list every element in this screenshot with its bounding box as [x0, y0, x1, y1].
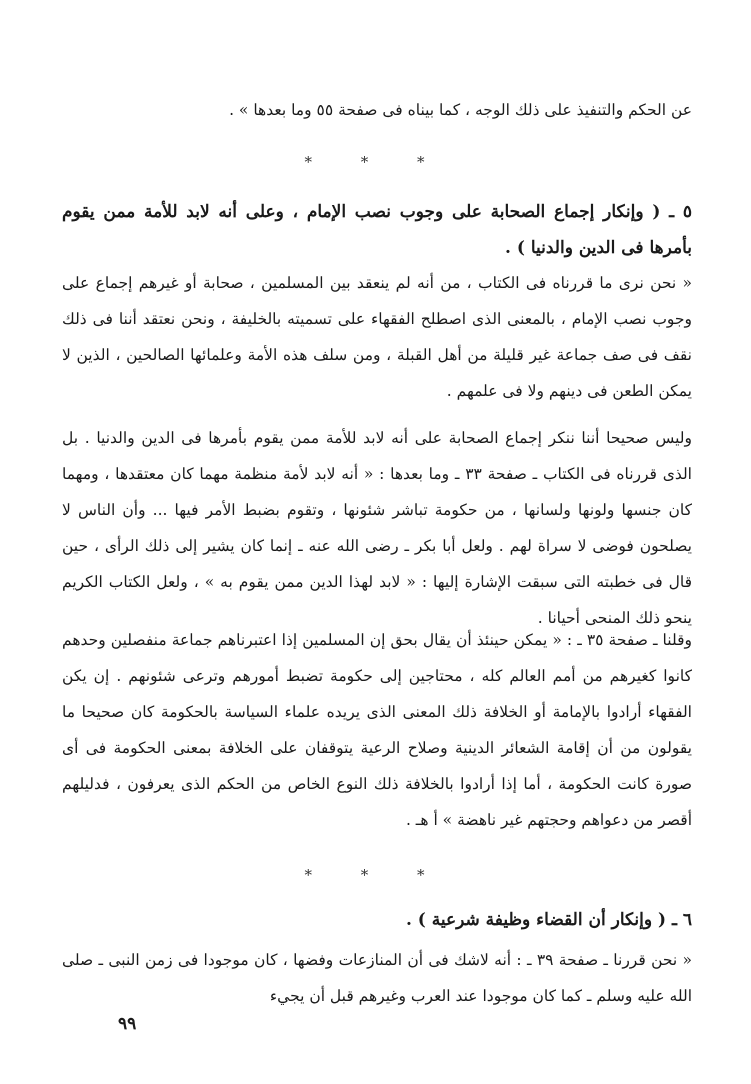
- section-6-quote: « نحن قررنا ـ صفحة ٣٩ ـ : أنه لاشك فى أن المنازعات وفضها ، كان موجودا فى زمن النبى ـ صلى الله عليه وسلم ـ كما كان موجودا عند العرب وغيرهم قبل أن يجيء: [62, 951, 692, 1005]
- section-5-paragraph-2: وليس صحيحا أننا ننكر إجماع الصحابة على أنه لابد للأمة ممن يقوم بأمرها فى الدين والدنيا . بل الذى قررناه فى الكتاب ـ صفحة ٣٣ ـ وما بعدها : « أنه لابد لأمة منظمة مهما كان معتقدها ، ومهما كان جنسها ولونها ولسانها ، من حكومة تباشر شئونها ، وتقوم بضبط الأمر فيها ... وأن الناس لا يصلحون فوضى لا سراة لهم . ولعل أبا بكر ـ رضى الله عنه ـ إنما كان يشير إلى ذلك الرأى ، حين قال فى خطبته التى سبقت الإشارة إليها : « لابد لهذا الدين ممن يقوم به » ، ولعل الكتاب الكريم ينحو ذلك المنحى أحيانا .: [62, 429, 692, 627]
- intro-line: عن الحكم والتنفيذ على ذلك الوجه ، كما بيناه فى صفحة ٥٥ وما بعدها » .: [229, 101, 692, 119]
- section-5-paragraph-3: وقلنا ـ صفحة ٣٥ ـ : « يمكن حينئذ أن يقال بحق إن المسلمين إذا اعتبرناهم جماعة منفصلين وحدهم كانوا كغيرهم من أمم العالم كله ، محتاجين إلى حكومة تضبط أمورهم وترعى شئونهم . إن يكن الفقهاء أرادوا بالإمامة أو الخلافة ذلك المعنى الذى يريده علماء السياسة بالحكومة كان صحيحا ما يقولون من أن إقامة الشعائر الدينية وصلاح الرعية يتوقفان على الخلافة بمعنى الحكومة فى أى صورة كانت الحكومة ، أما إذا أرادوا بالخلافة ذلك النوع الخاص من الحكم الذى يعرفون ، فدليلهم أقصر من دعواهم وحجتهم غير ناهضة » أ هـ .: [62, 631, 692, 829]
- section-separator: * * *: [304, 866, 447, 884]
- page-number: ٩٩: [118, 1014, 137, 1034]
- section-5-heading: ٥ ـ ( وإنكار إجماع الصحابة على وجوب نصب الإمام ، وعلى أنه لابد للأمة ممن يقوم بأمرها فى الدين والدنيا ) .: [62, 202, 692, 258]
- section-6-heading: ٦ ـ ( وإنكار أن القضاء وظيفة شرعية ) .: [405, 910, 692, 930]
- section-separator: * * *: [304, 153, 447, 171]
- section-5-quote: « نحن نرى ما قررناه فى الكتاب ، من أنه لم ينعقد بين المسلمين ، صحابة أو غيرهم إجماع على وجوب نصب الإمام ، بالمعنى الذى اصطلح الفقهاء على تسميته بالخليفة ، ونحن نعتقد أننا فى ذلك نقف فى صف جماعة غير قليلة من أهل القبلة ، ومن سلف هذه الأمة وعلمائها الصالحين ، الذين لا يمكن الطعن فى دينهم ولا فى علمهم .: [62, 274, 692, 400]
